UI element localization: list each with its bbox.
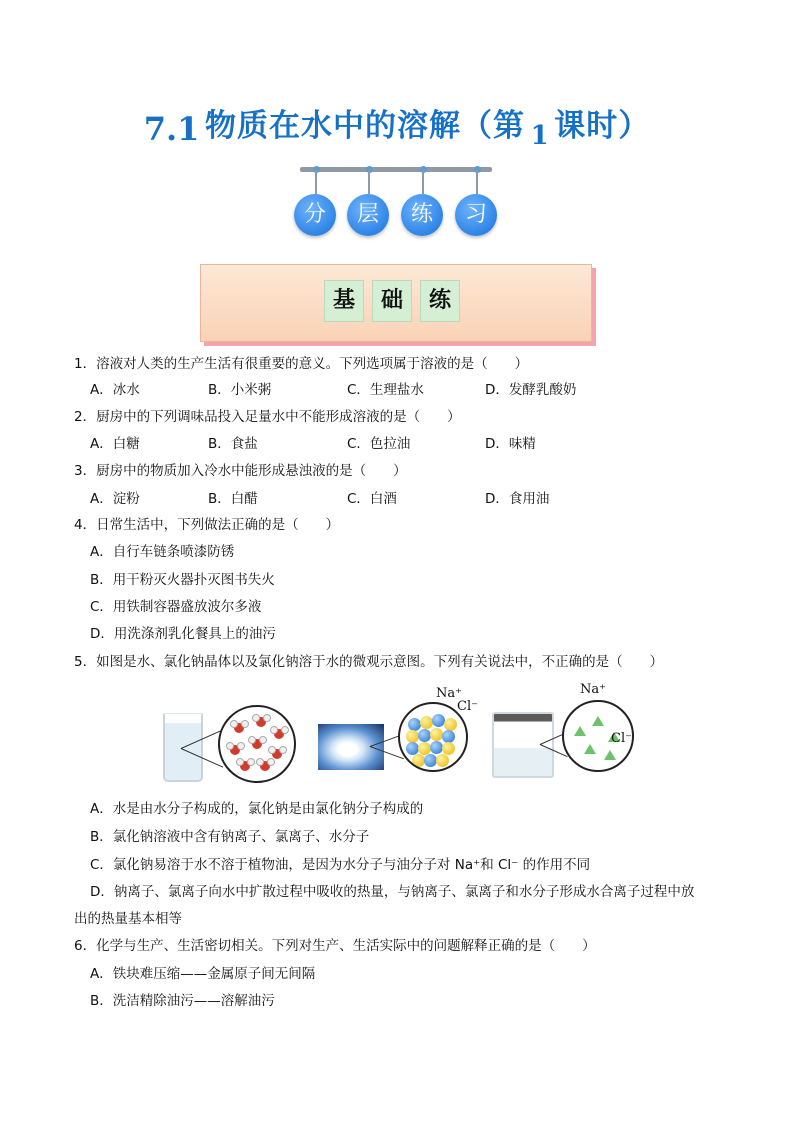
hydrated-ion: [584, 744, 596, 754]
water-molecule: [252, 739, 262, 749]
q1-option-c: C．生理盐水: [347, 382, 424, 398]
title-tail-text: 课时）: [554, 108, 651, 144]
section-char-ji: 基: [324, 280, 364, 322]
q5-option-d: D．钠离子、氯离子向水中扩散过程中吸收的热量，与钠离子、氯离子和水分子形成水合离子过程中放: [90, 884, 695, 900]
na-ion: [420, 716, 433, 729]
badge-string: [476, 170, 478, 194]
badge-fen: 分: [294, 194, 336, 236]
q4-option-b: B．用干粉灭火器扑灭图书失火: [90, 572, 275, 588]
q6-option-a: A．铁块难压缩——金属原子间无间隔: [90, 966, 316, 982]
q2-option-a: A．白糖: [90, 436, 140, 452]
hydrated-ion: [574, 726, 586, 736]
cl-ion: [418, 729, 431, 742]
q6-option-b: B．洗洁精除油污——溶解油污: [90, 993, 275, 1009]
section-char-chu: 础: [372, 280, 412, 322]
na-ion: [442, 742, 455, 755]
na-ion: [444, 718, 457, 731]
q1-option-d: D．发酵乳酸奶: [485, 382, 577, 398]
water-molecule: [272, 749, 282, 759]
cl-ion-label-solution: Cl⁻: [611, 731, 632, 746]
title-lesson-number: 1: [530, 121, 549, 151]
title-main-text: 物质在水中的溶解（第: [205, 108, 525, 144]
question-3-stem: 3．厨房中的物质加入冷水中能形成悬浊液的是（ ）: [74, 463, 407, 479]
q2-option-c: C．色拉油: [347, 436, 411, 452]
badge-rail: [300, 167, 492, 172]
na-ion: [436, 754, 449, 767]
q3-option-c: C．白酒: [347, 491, 397, 507]
hydrated-ion: [592, 716, 604, 726]
water-molecule-zoom: [218, 705, 296, 783]
badge-string: [368, 170, 370, 194]
cl-ion: [408, 718, 421, 731]
page-title: [0, 100, 794, 151]
q3-option-a: A．淀粉: [90, 491, 140, 507]
water-molecule: [274, 729, 284, 739]
badge-string: [422, 170, 424, 194]
q5-option-b: B．氯化钠溶液中含有钠离子、氯离子、水分子: [90, 829, 370, 845]
title-section-number: 7.1: [143, 110, 200, 148]
badge-lian: 练: [401, 194, 443, 236]
question-5-stem: 5．如图是水、氯化钠晶体以及氯化钠溶于水的微观示意图。下列有关说法中，不正确的是（ ）: [74, 654, 664, 670]
badge-ceng: 层: [347, 194, 389, 236]
q3-option-b: B．白醋: [208, 491, 258, 507]
q2-option-d: D．味精: [485, 436, 536, 452]
na-ion-label-solution: Na⁺: [580, 682, 606, 697]
badge-string: [315, 170, 317, 194]
q3-option-d: D．食用油: [485, 491, 550, 507]
question-6-stem: 6．化学与生产、生活密切相关。下列对生产、生活实际中的问题解释正确的是（ ）: [74, 938, 596, 954]
q1-option-b: B．小米粥: [208, 382, 272, 398]
q5-option-c: C．氯化钠易溶于水不溶于植物油，是因为水分子与油分子对 Na⁺和 Cl⁻ 的作用不同: [90, 857, 591, 873]
question-2-stem: 2．厨房中的下列调味品投入足量水中不能形成溶液的是（ ）: [74, 409, 461, 425]
water-molecule: [260, 761, 270, 771]
salt-solution-beaker-photo: [492, 712, 554, 778]
q4-option-d: D．用洗涤剂乳化餐具上的油污: [90, 626, 276, 642]
section-char-lian: 练: [420, 280, 460, 322]
q1-option-a: A．冰水: [90, 382, 140, 398]
question-4-stem: 4．日常生活中，下列做法正确的是（ ）: [74, 517, 340, 533]
na-ion-label: Na⁺: [436, 686, 462, 701]
cl-ion-label: Cl⁻: [457, 699, 478, 714]
hydrated-ion: [604, 750, 616, 760]
water-molecule: [230, 745, 240, 755]
q4-option-a: A．自行车链条喷漆防锈: [90, 544, 235, 560]
water-molecule: [256, 717, 266, 727]
q5-option-a: A．水是由水分子构成的，氯化钠是由氯化钠分子构成的: [90, 801, 424, 817]
q5-option-d-continuation: 出的热量基本相等: [74, 911, 182, 927]
na-ion: [430, 728, 443, 741]
question-1-stem: 1．溶液对人类的生产生活有很重要的意义。下列选项属于溶液的是（ ）: [74, 356, 529, 372]
q2-option-b: B．食盐: [208, 436, 258, 452]
water-molecule: [240, 761, 250, 771]
water-molecule: [234, 723, 244, 733]
q4-option-c: C．用铁制容器盛放波尔多液: [90, 599, 262, 615]
badge-xi: 习: [455, 194, 497, 236]
